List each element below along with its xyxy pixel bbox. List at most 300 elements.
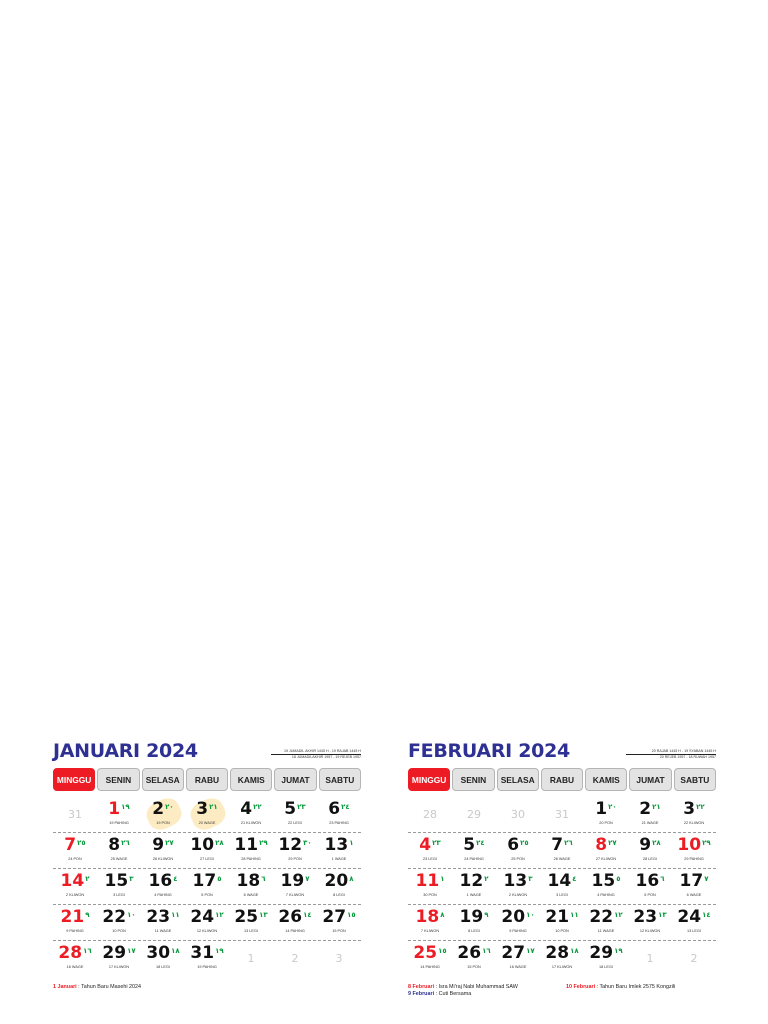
- week-row: [53, 797, 361, 833]
- javanese-date: 5 PON: [644, 893, 656, 897]
- date-number-text: 7: [64, 835, 77, 855]
- weekday-tuesday: SELASA: [497, 768, 539, 791]
- date-number-text: 21: [60, 907, 85, 927]
- date-cell: [584, 833, 628, 868]
- hijri-date: ٢٣: [297, 803, 306, 811]
- weekday-friday: JUMAT: [274, 768, 316, 791]
- javanese-date: 4 PAHING: [597, 893, 615, 897]
- hijri-date: ٨: [440, 911, 445, 919]
- hijri-date: ١: [349, 839, 354, 847]
- holiday-separator: :: [434, 984, 439, 990]
- adjacent-month-date: [628, 949, 672, 968]
- date-cell: [317, 905, 361, 940]
- date-number-text: 29: [467, 808, 481, 821]
- date-number: [496, 944, 540, 963]
- hijri-date: ٧: [704, 875, 709, 883]
- date-number-text: 6: [328, 799, 341, 819]
- hijri-date: ٢٤: [341, 803, 350, 811]
- date-number-text: 15: [591, 871, 616, 891]
- calendar-february: [408, 738, 716, 1000]
- date-number-text: 19: [280, 871, 305, 891]
- date-number: [229, 908, 273, 927]
- javanese-date: 28 PAHING: [241, 857, 261, 861]
- date-number: [273, 836, 317, 855]
- date-cell: [540, 833, 584, 868]
- date-number: [496, 908, 540, 927]
- date-number: [229, 872, 273, 891]
- hijri-date: ٦: [261, 875, 266, 883]
- date-number-text: 16: [148, 871, 173, 891]
- date-number-text: 10: [190, 835, 215, 855]
- javanese-date: 19 PAHING: [197, 965, 217, 969]
- javanese-date: 7 KLIWON: [285, 893, 305, 897]
- date-cell: [672, 869, 716, 904]
- date-cell: [672, 941, 716, 976]
- date-number: [672, 800, 716, 819]
- hijri-date: ٢٦: [121, 839, 130, 847]
- hijri-date: ٢٦: [564, 839, 573, 847]
- date-number-text: 13: [503, 871, 528, 891]
- javanese-date: 28 LEGI: [643, 857, 657, 861]
- hijri-date: ٤: [572, 875, 577, 883]
- date-number-text: 5: [463, 835, 476, 855]
- hijri-date: ١٢: [614, 911, 623, 919]
- hijri-date: ١٩: [121, 803, 130, 811]
- javanese-date: 26 KLIWON: [152, 857, 174, 861]
- date-number: [97, 944, 141, 963]
- date-number: [628, 800, 672, 819]
- date-number: [408, 836, 452, 855]
- date-number-text: 22: [589, 907, 614, 927]
- adjacent-month-date: [53, 805, 97, 824]
- date-cell: [141, 905, 185, 940]
- hijri-range: [626, 749, 716, 759]
- date-number-text: 31: [555, 808, 569, 821]
- javanese-date: 8 LEGI: [468, 929, 480, 933]
- date-number-text: 1: [247, 952, 255, 965]
- javanese-date: 29 PAHING: [684, 857, 704, 861]
- date-cell: [317, 797, 361, 832]
- date-number-text: 19: [459, 907, 484, 927]
- adjacent-month-date: [496, 805, 540, 824]
- hijri-date: ١٩: [614, 947, 623, 955]
- date-number: [452, 872, 496, 891]
- date-number: [540, 836, 584, 855]
- date-cell: [53, 941, 97, 976]
- date-cell: [317, 833, 361, 868]
- javanese-date: 19 PAHING: [109, 821, 129, 825]
- date-number: [185, 872, 229, 891]
- hijri-date: ١٠: [127, 911, 136, 919]
- date-number-text: 26: [457, 943, 482, 963]
- date-cell: [584, 869, 628, 904]
- date-number-text: 1: [108, 799, 121, 819]
- hijri-date: ٣: [528, 875, 533, 883]
- javanese-date: 21 KLIWON: [240, 821, 262, 825]
- date-number: [540, 944, 584, 963]
- javanese-date: 16 WAGE: [509, 965, 527, 969]
- date-number: [452, 836, 496, 855]
- date-number: [672, 872, 716, 891]
- javanese-date: 7 KLIWON: [420, 929, 440, 933]
- date-number-text: 11: [234, 835, 259, 855]
- date-number: [584, 800, 628, 819]
- hijri-date: ١٣: [658, 911, 667, 919]
- date-cell: [452, 869, 496, 904]
- holiday-separator: :: [434, 991, 439, 997]
- date-number-text: 2: [639, 799, 652, 819]
- date-cell: [229, 833, 273, 868]
- hijri-date: ٢٠: [165, 803, 174, 811]
- date-number-text: 31: [190, 943, 215, 963]
- date-cell: [540, 941, 584, 976]
- date-number-text: 3: [335, 952, 343, 965]
- date-number-text: 2: [291, 952, 299, 965]
- date-cell: [273, 833, 317, 868]
- hijri-date: ١٠: [526, 911, 535, 919]
- date-number-text: 27: [501, 943, 526, 963]
- date-number-text: 24: [677, 907, 702, 927]
- date-cell: [273, 941, 317, 976]
- javanese-date: 27 LEGI: [200, 857, 214, 861]
- javanese-date: 6 WAGE: [686, 893, 702, 897]
- date-number-text: 23: [633, 907, 658, 927]
- javanese-date: 11 WAGE: [597, 929, 615, 933]
- adjacent-month-date: [273, 949, 317, 968]
- hijri-date: ٢٨: [652, 839, 661, 847]
- hijri-date: ٩: [85, 911, 90, 919]
- javanese-date: 2 KLIWON: [65, 893, 85, 897]
- holiday-date: 1 Januari: [53, 984, 77, 990]
- date-cell: [540, 797, 584, 832]
- month-title: FEBRUARI 2024: [408, 740, 570, 762]
- javanese-date: 22 LEGI: [288, 821, 302, 825]
- week-row: [408, 869, 716, 905]
- date-cell: [628, 941, 672, 976]
- date-number-text: 23: [146, 907, 171, 927]
- hijri-line-1: 19 JUMADIL AKHIR 1445 H - 19 RAJAB 1445 H: [271, 749, 361, 755]
- date-number-text: 28: [423, 808, 437, 821]
- hijri-date: ٦: [660, 875, 665, 883]
- hijri-date: ١٦: [83, 947, 92, 955]
- date-grid: [408, 797, 716, 976]
- date-number: [273, 800, 317, 819]
- date-cell: [496, 869, 540, 904]
- date-number: [496, 836, 540, 855]
- weekday-monday: SENIN: [452, 768, 494, 791]
- javanese-date: 14 PAHING: [285, 929, 305, 933]
- date-cell: [53, 905, 97, 940]
- date-number: [628, 836, 672, 855]
- holiday-item: [53, 984, 141, 991]
- hijri-date: ٢١: [209, 803, 218, 811]
- date-number-text: 3: [196, 799, 209, 819]
- javanese-date: 29 PON: [288, 857, 302, 861]
- date-number-text: 27: [322, 907, 347, 927]
- adjacent-month-date: [672, 949, 716, 968]
- date-number: [53, 908, 97, 927]
- date-cell: [229, 797, 273, 832]
- date-number-text: 12: [278, 835, 303, 855]
- date-number-text: 4: [240, 799, 253, 819]
- hijri-date: ٢٢: [253, 803, 262, 811]
- date-cell: [628, 905, 672, 940]
- date-number-text: 8: [108, 835, 121, 855]
- date-cell: [672, 833, 716, 868]
- date-cell: [408, 869, 452, 904]
- date-number: [185, 836, 229, 855]
- date-cell: [273, 869, 317, 904]
- week-row: [408, 833, 716, 869]
- date-number-text: 6: [507, 835, 520, 855]
- date-number-text: 25: [234, 907, 259, 927]
- javanese-date: 1 WAGE: [331, 857, 347, 861]
- week-row: [53, 833, 361, 869]
- week-row: [53, 869, 361, 905]
- date-cell: [97, 833, 141, 868]
- hijri-date: ٢٨: [215, 839, 224, 847]
- hijri-line-2: 20 REJEB 1957 - 18 RUWAH 1957: [659, 754, 716, 759]
- javanese-date: 5 PON: [201, 893, 213, 897]
- hijri-date: ١١: [171, 911, 180, 919]
- javanese-date: 25 WAGE: [110, 857, 128, 861]
- date-number-text: 16: [635, 871, 660, 891]
- hijri-date: ٢٧: [608, 839, 617, 847]
- date-number: [229, 800, 273, 819]
- date-number-text: 31: [68, 808, 82, 821]
- date-number-text: 9: [152, 835, 165, 855]
- javanese-date: 14 PAHING: [420, 965, 440, 969]
- javanese-date: 6 WAGE: [243, 893, 259, 897]
- javanese-date: 12 KLIWON: [639, 929, 661, 933]
- javanese-date: 23 LEGI: [423, 857, 437, 861]
- javanese-date: 10 PON: [555, 929, 569, 933]
- date-number: [97, 872, 141, 891]
- date-number: [273, 908, 317, 927]
- date-cell: [229, 941, 273, 976]
- weekday-saturday: SABTU: [674, 768, 716, 791]
- date-number: [97, 908, 141, 927]
- date-cell: [185, 941, 229, 976]
- javanese-date: 15 PON: [467, 965, 481, 969]
- javanese-date: 24 PON: [68, 857, 82, 861]
- hijri-date: ١٥: [438, 947, 447, 955]
- date-number: [408, 908, 452, 927]
- date-cell: [408, 905, 452, 940]
- weekday-sunday: MINGGU: [408, 768, 450, 791]
- date-cell: [229, 869, 273, 904]
- calendar-header: [408, 738, 716, 764]
- adjacent-month-date: [408, 805, 452, 824]
- date-number: [141, 800, 185, 819]
- date-number-text: 14: [60, 871, 85, 891]
- week-row: [53, 905, 361, 941]
- date-number-text: 8: [595, 835, 608, 855]
- date-number-text: 18: [415, 907, 440, 927]
- date-number: [584, 908, 628, 927]
- date-number-text: 4: [419, 835, 432, 855]
- hijri-date: ١٥: [347, 911, 356, 919]
- date-number-text: 2: [690, 952, 698, 965]
- date-cell: [185, 905, 229, 940]
- date-cell: [452, 833, 496, 868]
- weekday-header: [408, 768, 716, 791]
- date-cell: [317, 869, 361, 904]
- date-number: [584, 836, 628, 855]
- date-number-text: 1: [595, 799, 608, 819]
- date-number-text: 11: [415, 871, 440, 891]
- date-cell: [628, 797, 672, 832]
- hijri-date: ٢٥: [520, 839, 529, 847]
- date-cell: [273, 905, 317, 940]
- date-number: [584, 944, 628, 963]
- hijri-date: ٢٤: [476, 839, 485, 847]
- date-cell: [452, 905, 496, 940]
- date-number: [540, 908, 584, 927]
- date-number: [97, 800, 141, 819]
- date-number-text: 30: [511, 808, 525, 821]
- date-number-text: 20: [324, 871, 349, 891]
- date-number-text: 22: [102, 907, 127, 927]
- javanese-date: 3 LEGI: [113, 893, 125, 897]
- date-number-text: 28: [58, 943, 83, 963]
- date-cell: [628, 869, 672, 904]
- hijri-date: ٩: [484, 911, 489, 919]
- date-number: [53, 944, 97, 963]
- date-number: [408, 872, 452, 891]
- hijri-date: ٧: [305, 875, 310, 883]
- date-number: [672, 908, 716, 927]
- date-cell: [53, 869, 97, 904]
- javanese-date: 3 LEGI: [556, 893, 568, 897]
- date-number: [53, 872, 97, 891]
- weekday-thursday: KAMIS: [230, 768, 272, 791]
- hijri-date: ٨: [349, 875, 354, 883]
- date-cell: [185, 869, 229, 904]
- holiday-separator: :: [76, 984, 82, 990]
- calendar-january: [53, 738, 361, 1000]
- date-cell: [141, 833, 185, 868]
- date-number: [452, 908, 496, 927]
- weekday-sunday: MINGGU: [53, 768, 95, 791]
- date-cell: [185, 797, 229, 832]
- date-number-text: 28: [545, 943, 570, 963]
- holiday-notes: [408, 984, 716, 1000]
- date-number-text: 17: [192, 871, 217, 891]
- date-number: [141, 872, 185, 891]
- javanese-date: 13 LEGI: [687, 929, 701, 933]
- date-cell: [540, 869, 584, 904]
- date-cell: [496, 797, 540, 832]
- javanese-date: 27 KLIWON: [595, 857, 617, 861]
- javanese-date: 18 LEGI: [599, 965, 613, 969]
- date-cell: [229, 905, 273, 940]
- holiday-item: [566, 984, 675, 991]
- holiday-separator: :: [595, 984, 600, 990]
- adjacent-month-date: [317, 949, 361, 968]
- date-number: [229, 836, 273, 855]
- holiday-notes: [53, 984, 361, 1000]
- hijri-date: ١٧: [526, 947, 535, 955]
- hijri-date: ١٢: [215, 911, 224, 919]
- adjacent-month-date: [229, 949, 273, 968]
- javanese-date: 17 KLIWON: [551, 965, 573, 969]
- date-number: [97, 836, 141, 855]
- javanese-date: 25 PON: [511, 857, 525, 861]
- date-cell: [141, 869, 185, 904]
- date-cell: [53, 833, 97, 868]
- javanese-date: 13 LEGI: [244, 929, 258, 933]
- date-cell: [584, 797, 628, 832]
- week-row: [408, 797, 716, 833]
- date-number-text: 12: [459, 871, 484, 891]
- month-title: JANUARI 2024: [53, 740, 198, 762]
- date-number: [672, 836, 716, 855]
- hijri-date: ١٦: [482, 947, 491, 955]
- hijri-date: ١٨: [570, 947, 579, 955]
- javanese-date: 17 KLIWON: [108, 965, 130, 969]
- date-number: [141, 908, 185, 927]
- holiday-date: 10 Februari: [566, 984, 596, 990]
- hijri-date: ٢٩: [259, 839, 268, 847]
- hijri-date: ٢٣: [432, 839, 441, 847]
- weekday-monday: SENIN: [97, 768, 139, 791]
- date-number: [141, 836, 185, 855]
- date-number: [185, 944, 229, 963]
- holiday-text: Tahun Baru Imlek 2575 Kongzili: [599, 984, 676, 990]
- date-number-text: 18: [236, 871, 261, 891]
- holiday-text: Tahun Baru Masehi 2024: [81, 984, 142, 990]
- hijri-date: ١٤: [303, 911, 312, 919]
- hijri-date: ٢١: [652, 803, 661, 811]
- date-cell: [408, 833, 452, 868]
- holiday-text: Cuti Bersama: [438, 991, 472, 997]
- date-cell: [540, 905, 584, 940]
- hijri-date: ١٧: [127, 947, 136, 955]
- date-number-text: 29: [102, 943, 127, 963]
- hijri-date: ٢٧: [165, 839, 174, 847]
- date-cell: [452, 797, 496, 832]
- date-number-text: 3: [683, 799, 696, 819]
- date-number-text: 13: [324, 835, 349, 855]
- date-cell: [273, 797, 317, 832]
- date-number-text: 20: [501, 907, 526, 927]
- javanese-date: 24 PAHING: [464, 857, 484, 861]
- date-number: [273, 872, 317, 891]
- hijri-date: ١: [440, 875, 445, 883]
- date-cell: [408, 941, 452, 976]
- hijri-date: ٤: [173, 875, 178, 883]
- week-row: [408, 941, 716, 976]
- date-number-text: 30: [146, 943, 171, 963]
- javanese-date: 16 WAGE: [66, 965, 84, 969]
- date-cell: [584, 905, 628, 940]
- date-number: [408, 944, 452, 963]
- date-cell: [141, 797, 185, 832]
- hijri-date: ٣: [129, 875, 134, 883]
- hijri-line-1: 20 RAJAB 1445 H - 19 SYABAN 1445 H: [626, 749, 716, 755]
- date-number-text: 2: [152, 799, 165, 819]
- weekday-tuesday: SELASA: [142, 768, 184, 791]
- date-number-text: 15: [104, 871, 129, 891]
- hijri-date: ٢٠: [608, 803, 617, 811]
- holiday-text: Isra Mi'raj Nabi Muhammad SAW: [438, 984, 518, 990]
- date-number-text: 21: [545, 907, 570, 927]
- date-cell: [317, 941, 361, 976]
- date-cell: [185, 833, 229, 868]
- javanese-date: 22 KLIWON: [683, 821, 705, 825]
- date-number: [584, 872, 628, 891]
